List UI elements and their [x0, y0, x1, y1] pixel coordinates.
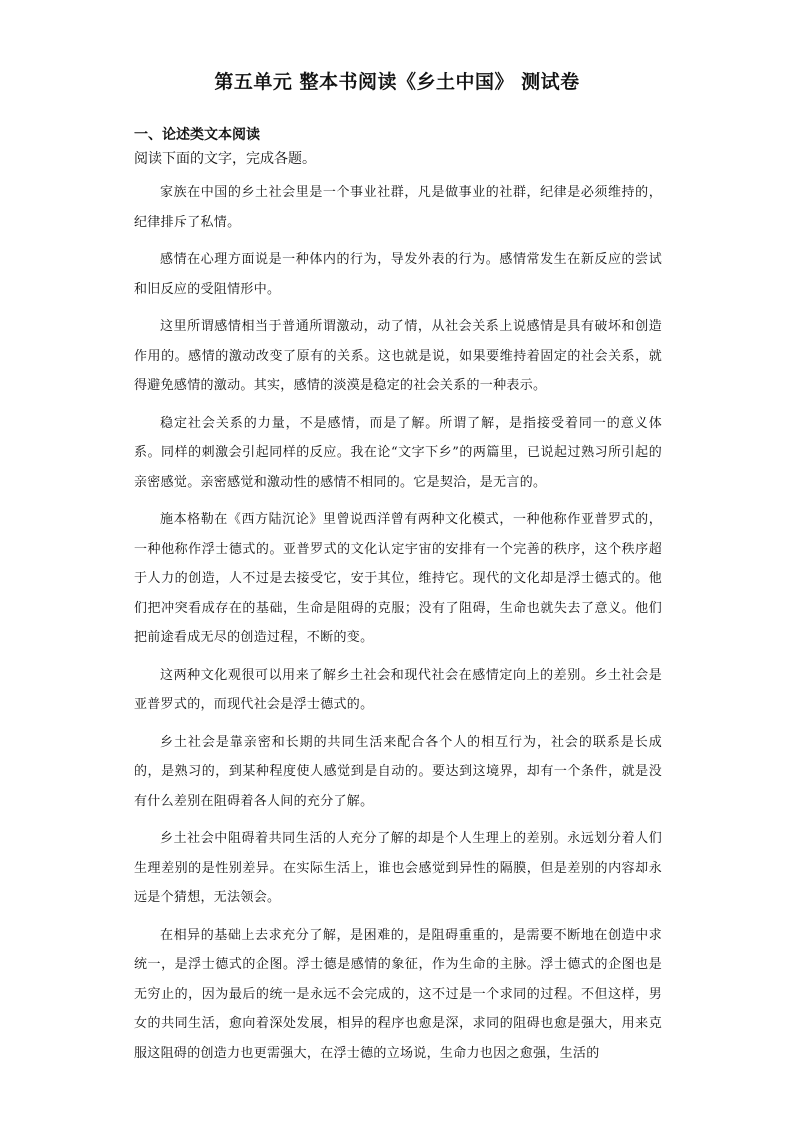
passage-paragraph: 乡土社会是靠亲密和长期的共同生活来配合各个人的相互行为，社会的联系是长成的，是熟习的，到某种程度使人感觉到是自动的。要达到这境界，却有一个条件，就是没有什么差别在阻碍着各人间的充分了解。: [134, 734, 662, 809]
passage-paragraph: 这两种文化观很可以用来了解乡土社会和现代社会在感情定向上的差别。乡土社会是亚普罗式的，而现代社会是浮士德式的。: [134, 667, 662, 712]
passage-paragraph: 家族在中国的乡土社会里是一个事业社群，凡是做事业的社群，纪律是必须维持的，纪律排斥了私情。: [134, 185, 662, 230]
passage-body: [134, 178, 662, 1076]
passage-paragraph: 这里所谓感情相当于普通所谓激动，动了情，从社会关系上说感情是具有破坏和创造作用的。感情的激动改变了原有的关系。这也就是说，如果要维持着固定的社会关系，就得避免感情的激动。其实，感情的淡漠是稳定的社会关系的一种表示。: [134, 319, 662, 393]
passage-paragraph: 乡土社会中阻碍着共同生活的人充分了解的却是个人生理上的差别。永远划分着人们生理差别的是性别差异。在实际生活上，谁也会感觉到异性的隔膜，但是差别的内容却永远是个猜想，无法领会。: [134, 831, 662, 905]
page-title: 第五单元 整本书阅读《乡土中国》 测试卷: [214, 71, 580, 93]
passage-paragraph: 感情在心理方面说是一种体内的行为，导发外表的行为。感情常发生在新反应的尝试和旧反应的受阻情形中。: [134, 252, 662, 297]
passage-paragraph: 施本格勒在《西方陆沉论》里曾说西洋曾有两种文化模式，一种他称作亚普罗式的，一种他称作浮士德式的。亚普罗式的文化认定宇宙的安排有一个完善的秩序，这个秩序超于人力的创造，人不过是去接受它，安于其位，维持它。现代的文化却是浮士德式的。他们把冲突看成存在的基础，生命是阻碍的克服；没有了阻碍，生命也就失去了意义。他们把前途看成无尽的创造过程，不断的变。: [134, 512, 662, 645]
instruction-text: 阅读下面的文字，完成各题。: [134, 151, 316, 167]
passage-paragraph: 稳定社会关系的力量，不是感情，而是了解。所谓了解，是指接受着同一的意义体系。同样的刺激会引起同样的反应。我在论“文字下乡”的两篇里，已说起过熟习所引起的亲密感觉。亲密感觉和激动性的感情不相同的。它是契洽，是无言的。: [134, 415, 662, 490]
section-heading: 一、论述类文本阅读: [134, 127, 260, 143]
passage-paragraph: 在相异的基础上去求充分了解，是困难的，是阻碍重重的，是需要不断地在创造中求统一，是浮士德式的企图。浮士德是感情的象征，作为生命的主脉。浮士德式的企图也是无穷止的，因为最后的统一是永远不会完成的，这不过是一个求同的过程。不但这样，男女的共同生活，愈向着深处发展，相异的程序也愈是深，求同的阻碍也愈是强大，用来克服这阻碍的创造力也更需强大，在浮士德的立场说，生命力也因之愈强，生活的: [134, 927, 662, 1061]
